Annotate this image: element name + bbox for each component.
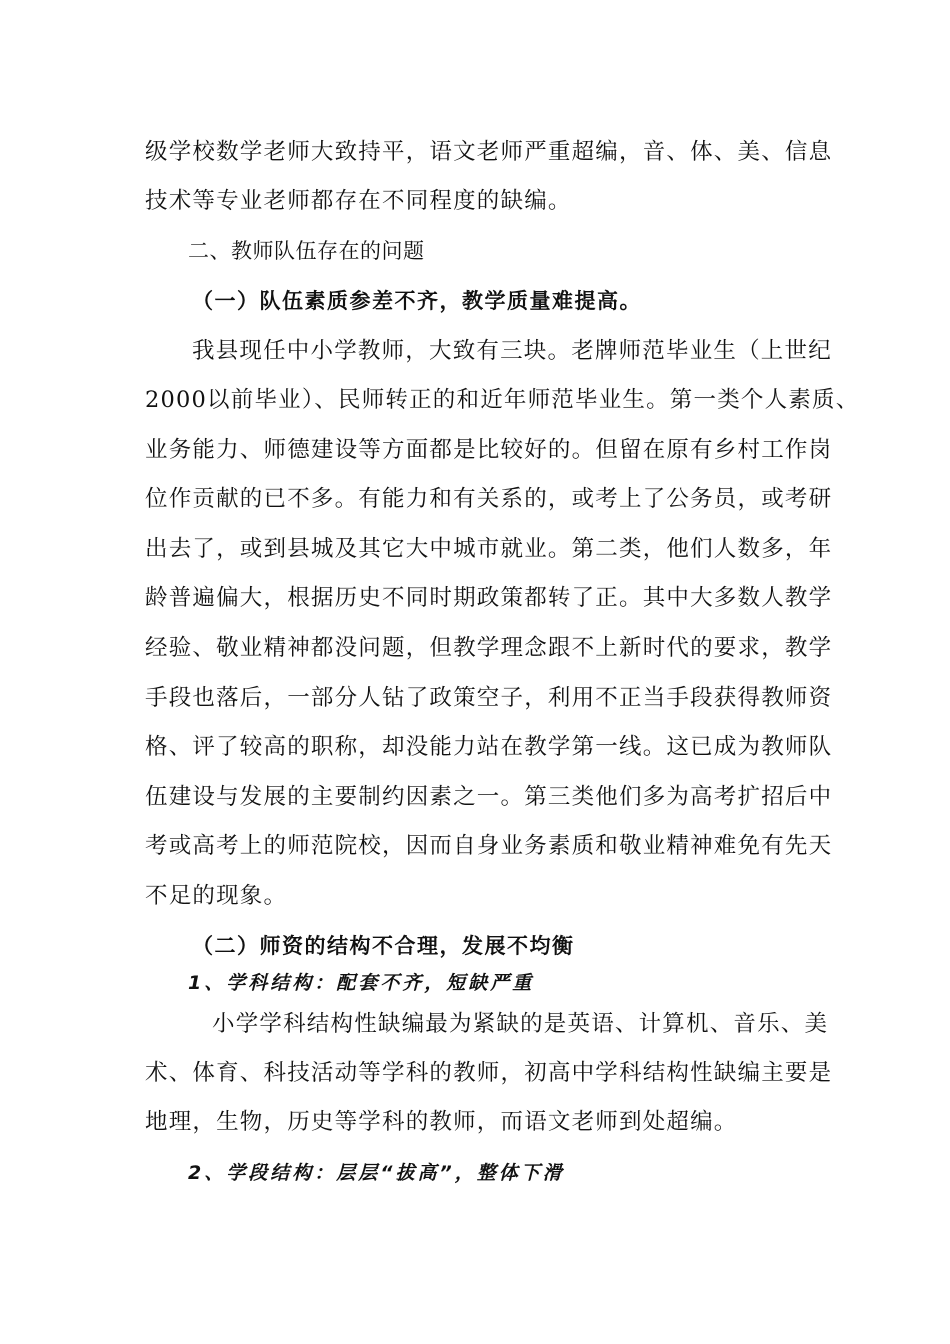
- body-line: 考或高考上的师范院校，因而自身业务素质和敬业精神难免有先天: [145, 833, 833, 859]
- body-line: 伍建设与发展的主要制约因素之一。第三类他们多为高考扩招后中: [145, 784, 833, 810]
- body-line: 业务能力、师德建设等方面都是比较好的。但留在原有乡村工作岗: [145, 437, 833, 463]
- item-heading: 1、学科结构：配套不齐，短缺严重: [188, 972, 535, 994]
- body-line: 不足的现象。: [145, 883, 288, 909]
- body-line: 小学学科结构性缺编最为紧缺的是英语、计算机、音乐、美: [212, 1011, 829, 1037]
- body-line: 地理，生物，历史等学科的教师，而语文老师到处超编。: [145, 1109, 738, 1135]
- subsection-heading: （一）队伍素质参差不齐，教学质量难提高。: [192, 289, 642, 313]
- body-line: 出去了，或到县城及其它大中城市就业。第二类，他们人数多，年: [145, 536, 833, 562]
- item-heading: 2、学段结构：层层“拔高”，整体下滑: [188, 1162, 565, 1184]
- section-heading: 二、教师队伍存在的问题: [188, 239, 425, 263]
- body-line: 术、体育、科技活动等学科的教师，初高中学科结构性缺编主要是: [145, 1060, 833, 1086]
- body-line: 龄普遍偏大，根据历史不同时期政策都转了正。其中大多数人教学: [145, 585, 833, 611]
- body-line: 我县现任中小学教师，大致有三块。老牌师范毕业生（上世纪: [192, 338, 832, 364]
- body-line: 格、评了较高的职称，却没能力站在教学第一线。这已成为教师队: [145, 734, 833, 760]
- subsection-heading: （二）师资的结构不合理，发展不均衡: [192, 934, 575, 958]
- body-line: 技术等专业老师都存在不同程度的缺编。: [145, 188, 572, 214]
- body-line: 手段也落后，一部分人钻了政策空子，利用不正当手段获得教师资: [145, 685, 833, 711]
- body-line: 位作贡献的已不多。有能力和有关系的，或考上了公务员，或考研: [145, 486, 833, 512]
- body-line: 级学校数学老师大致持平，语文老师严重超编，音、体、美、信息: [145, 139, 833, 165]
- body-line: 2000以前毕业）、民师转正的和近年师范毕业生。第一类个人素质、: [145, 387, 860, 413]
- body-line: 经验、敬业精神都没问题，但教学理念跟不上新时代的要求，教学: [145, 635, 833, 661]
